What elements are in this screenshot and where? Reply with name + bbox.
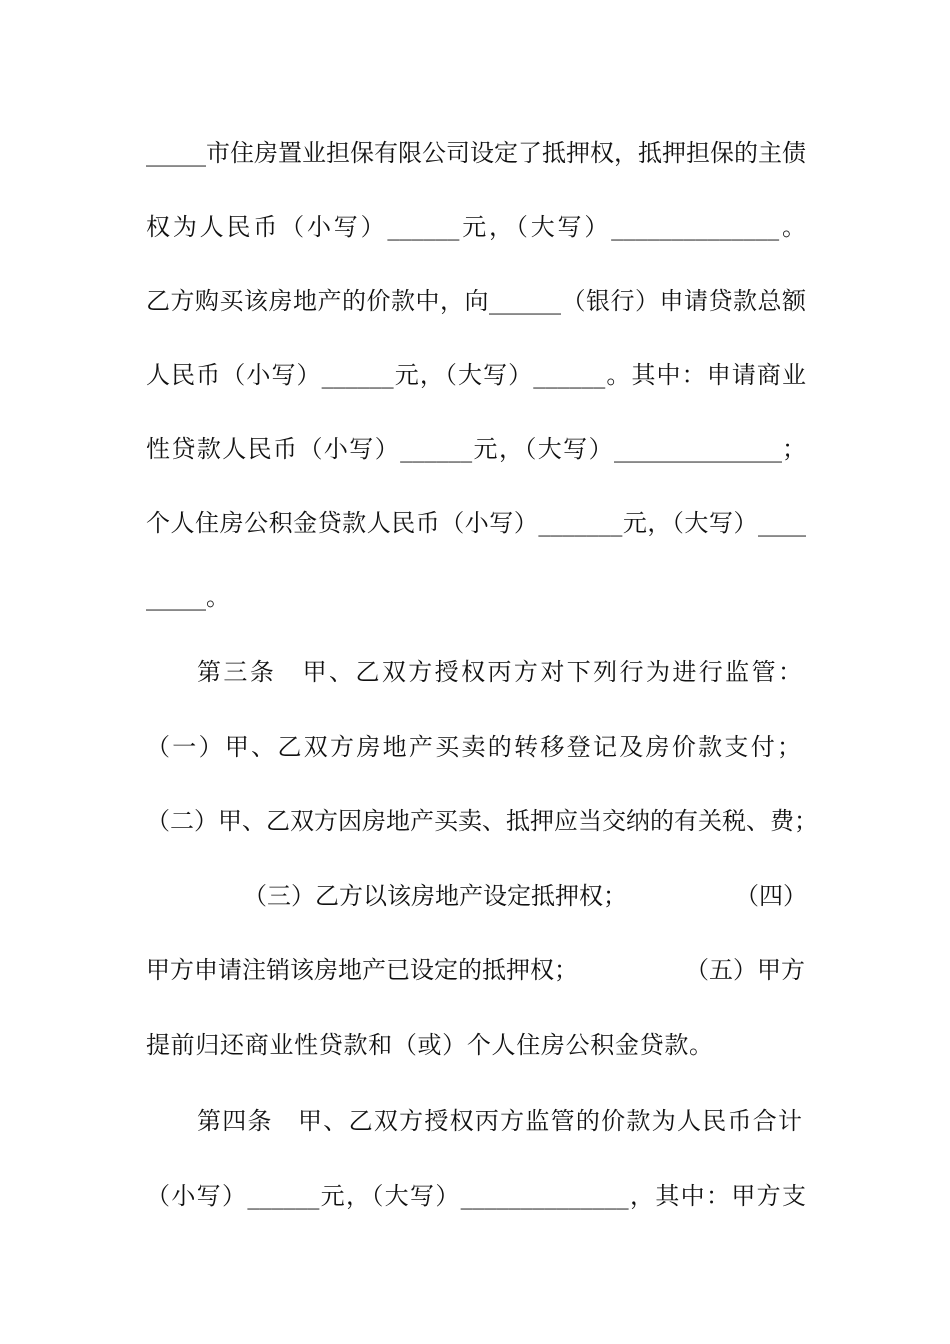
article-3-heading: 第三条 甲、乙双方授权丙方对下列行为进行监管： [197,658,802,686]
text-line-5: 性贷款人民币（小写）______元，（大写）______________； [146,435,806,463]
text-line-7: _____。 [146,583,230,611]
text-line-2: 权为人民币（小写）______元，（大写）______________。 [146,213,806,241]
article-3-item-5-rest: 提前归还商业性贷款和（或）个人住房公积金贷款。 [146,1031,713,1059]
text-line-6: 个人住房公积金贷款人民币（小写）_______元，（大写）____ [146,509,806,537]
article-3-item-4-marker: （四） [735,882,807,910]
article-3-item-3: （三）乙方以该房地产设定抵押权； [243,882,627,910]
article-3-item-1: （一）甲、乙双方房地产买卖的转移登记及房价款支付； [146,733,801,761]
text-line-4: 人民币（小写）______元，（大写）______。其中：申请商业 [146,361,806,389]
text-line-3: 乙方购买该房地产的价款中，向______（银行）申请贷款总额 [146,287,806,315]
article-4-line-2: （小写）______元，（大写）______________，其中：甲方支 [146,1182,806,1210]
article-3-item-4-text: 甲方申请注销该房地产已设定的抵押权； [146,956,578,984]
article-3-item-5-start: （五）甲方 [685,956,805,984]
article-3-item-2: （二）甲、乙双方因房地产买卖、抵押应当交纳的有关税、费； [146,807,818,835]
text-line-1: _____市住房置业担保有限公司设定了抵押权，抵押担保的主债 [146,139,806,167]
article-4-heading: 第四条 甲、乙双方授权丙方监管的价款为人民币合计 [197,1107,802,1135]
